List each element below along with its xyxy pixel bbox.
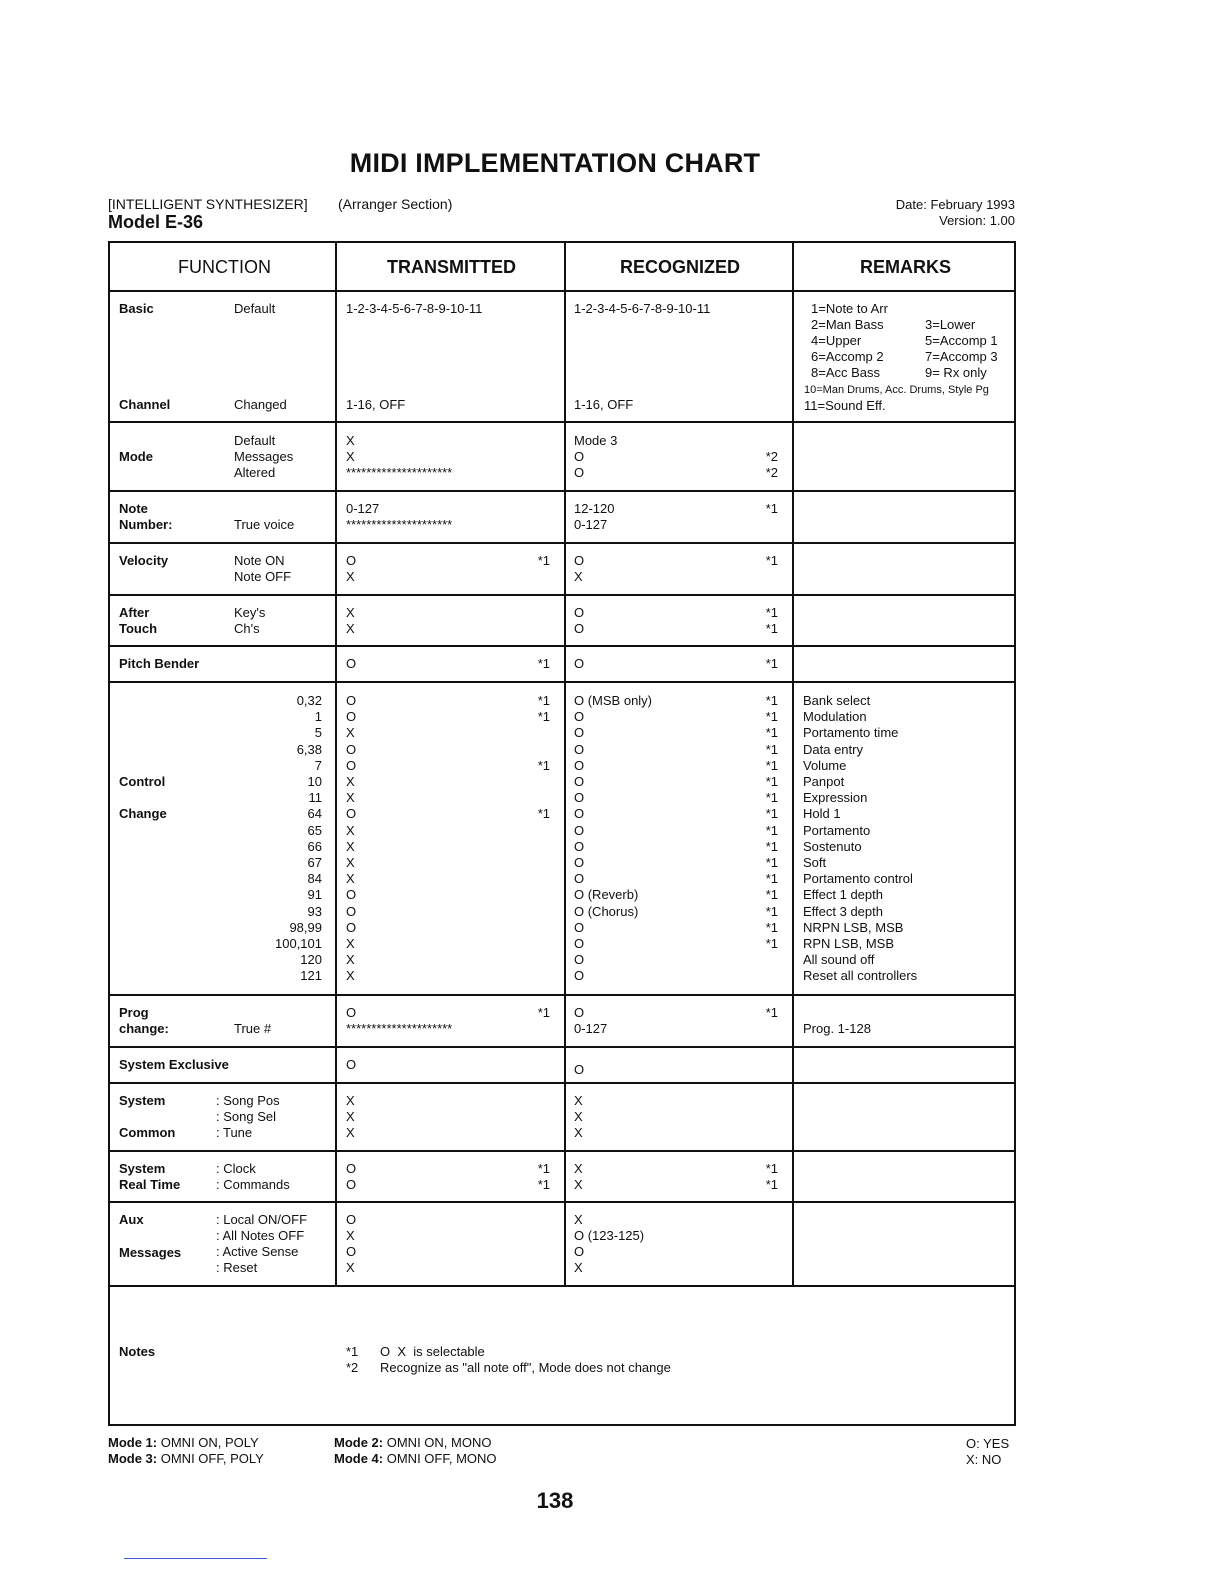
mode-3-label: Mode 3: — [108, 1451, 158, 1466]
rc-aux: O — [574, 1244, 585, 1259]
tx-control: X — [346, 968, 355, 984]
tx-syscommon: X — [346, 1125, 355, 1140]
mode-2-label: Mode 2: — [334, 1435, 384, 1450]
model-name: Model E-36 — [108, 212, 204, 232]
yes-legend: O: YES — [966, 1436, 1010, 1451]
note-mark-1: *1 — [346, 1344, 359, 1359]
basic-remark: 3=Lower — [925, 317, 976, 332]
tx-footnote-mark: *1 — [537, 693, 550, 708]
velocity-sub: Note ON — [234, 553, 285, 568]
mode-4-legend — [334, 1451, 497, 1466]
header-section: (Arranger Section) — [338, 196, 453, 212]
row-divider — [110, 290, 1014, 292]
control-remark: Portamento control — [803, 871, 913, 887]
tx-control: O — [346, 919, 357, 935]
note-text-2: Recognize as "all note off", Mode does not change — [380, 1360, 671, 1375]
tx-aux: X — [346, 1260, 355, 1275]
tx-basic-default: 1-2-3-4-5-6-7-8-9-10-11 — [346, 301, 483, 316]
header-version: Version: 1.00 — [939, 213, 1015, 228]
rc-velocity: O — [574, 553, 585, 568]
rc-footnote-mark: *1 — [765, 1005, 778, 1020]
cc-number: 67 — [307, 855, 322, 870]
syscommon-sub: : Song Sel — [216, 1109, 276, 1124]
rc-pitch: O — [574, 656, 585, 671]
tx-aux: X — [346, 1228, 355, 1243]
prog-label: Prog — [119, 1005, 149, 1020]
channel-label: Channel — [119, 397, 171, 412]
prog-remark: Prog. 1-128 — [803, 1021, 871, 1036]
velocity-label: Velocity — [119, 553, 169, 568]
rc-mode: O — [574, 449, 585, 464]
basic-remark: 9= Rx only — [925, 365, 987, 380]
no-legend: X: NO — [966, 1452, 1002, 1467]
mode-3-legend — [108, 1451, 264, 1466]
aux-sub: : Active Sense — [216, 1244, 299, 1259]
column-divider — [335, 243, 337, 1287]
basic-remark: 5=Accomp 1 — [925, 333, 998, 348]
control-label: Control — [119, 774, 166, 789]
mode-sub: Altered — [234, 465, 276, 480]
basic-remark: 10=Man Drums, Acc. Drums, Style Pg — [804, 384, 989, 396]
tx-aftertouch: X — [346, 605, 355, 620]
change-label: Change — [119, 806, 167, 821]
tx-control: X — [346, 774, 355, 789]
tx-control: O — [346, 757, 357, 773]
row-divider — [110, 994, 1014, 996]
mode-1-legend — [108, 1435, 259, 1450]
tx-footnote-mark: *1 — [537, 1161, 550, 1176]
tx-control: X — [346, 822, 355, 838]
cc-number: 5 — [314, 725, 322, 741]
rc-aux: X — [574, 1212, 583, 1227]
link-underline — [124, 1558, 267, 1559]
control-remark: Reset all controllers — [803, 968, 918, 984]
rc-footnote-mark: *1 — [765, 838, 778, 854]
rc-footnote-mark: *1 — [765, 790, 778, 806]
mode-1-label: Mode 1: — [108, 1435, 158, 1450]
cc-number: 65 — [307, 822, 322, 838]
rc-footnote-mark: *1 — [765, 501, 778, 516]
rc-footnote-mark: *1 — [765, 1177, 778, 1192]
column-divider — [564, 243, 566, 1287]
mode-label: Mode — [119, 449, 153, 464]
cc-number: 6,38 — [296, 741, 322, 757]
tx-control: X — [346, 871, 355, 887]
control-remark: Portamento time — [803, 725, 899, 741]
tx-control: X — [346, 952, 355, 968]
rc-basic-changed: 1-16, OFF — [574, 397, 634, 412]
rc-syscommon: X — [574, 1109, 583, 1124]
rc-footnote-mark: *1 — [765, 656, 778, 671]
rc-footnote-mark: *1 — [765, 621, 778, 636]
tx-control: X — [346, 790, 355, 806]
tx-mode: ********************* — [346, 465, 453, 480]
cc-number: 11 — [308, 790, 322, 806]
mode-sub: Default — [234, 433, 276, 448]
tx-note: ********************* — [346, 517, 453, 532]
note-label: Number: — [119, 517, 173, 532]
basic-remark: 6=Accomp 2 — [811, 349, 884, 364]
system-common-label: System — [119, 1093, 166, 1108]
tx-pitch: O — [346, 656, 357, 671]
rc-footnote-mark: *1 — [765, 774, 778, 789]
rc-syscommon: X — [574, 1093, 583, 1108]
rc-mode: Mode 3 — [574, 433, 618, 448]
basic-remark: 11=Sound Eff. — [804, 398, 886, 413]
remarks-header: REMARKS — [860, 257, 952, 277]
header-category: [INTELLIGENT SYNTHESIZER] — [108, 196, 308, 212]
rc-footnote-mark: *1 — [765, 936, 778, 951]
tx-velocity: O — [346, 553, 357, 568]
rc-control: O — [574, 774, 585, 789]
cc-number: 64 — [307, 806, 322, 822]
cc-number: 120 — [300, 952, 322, 968]
aux-label: Aux — [119, 1212, 144, 1227]
notes-label: Notes — [119, 1344, 156, 1359]
control-remark: All sound off — [803, 952, 875, 968]
aux-sub: : All Notes OFF — [216, 1228, 305, 1243]
tx-aftertouch: X — [346, 621, 355, 636]
cc-number: 91 — [307, 887, 322, 903]
rc-footnote-mark: *1 — [765, 871, 778, 887]
row-divider — [110, 645, 1014, 647]
rc-footnote-mark: *1 — [765, 855, 778, 870]
rc-prog: 0-127 — [574, 1021, 608, 1036]
rc-aftertouch: O — [574, 621, 585, 636]
rc-mode: O — [574, 465, 585, 480]
rc-control: O — [574, 822, 585, 838]
tx-prog: O — [346, 1005, 357, 1020]
syscommon-sub: : Song Pos — [216, 1093, 280, 1108]
rc-footnote-mark: *2 — [765, 449, 778, 464]
header-date: Date: February 1993 — [895, 197, 1015, 212]
rc-sysrt: X — [574, 1161, 583, 1176]
mode-2-text: OMNI ON, MONO — [383, 1435, 492, 1450]
mode-1-text: OMNI ON, POLY — [157, 1435, 259, 1450]
tx-note: 0-127 — [346, 501, 380, 516]
basic-remark: 2=Man Bass — [811, 317, 884, 332]
rc-footnote-mark: *1 — [765, 903, 778, 919]
tx-control: X — [346, 725, 355, 741]
mode-2-legend — [334, 1435, 491, 1450]
rc-footnote-mark: *1 — [765, 919, 778, 935]
control-remark: Volume — [803, 757, 847, 773]
rc-control: O — [574, 871, 585, 887]
rc-footnote-mark: *1 — [765, 553, 778, 568]
tx-sysex: O — [346, 1057, 357, 1072]
aftertouch-sub: Ch's — [234, 621, 260, 636]
tx-control: O — [346, 693, 357, 708]
rc-footnote-mark: *2 — [765, 465, 778, 480]
row-divider — [110, 421, 1014, 423]
rc-footnote-mark: *1 — [765, 693, 778, 708]
rc-footnote-mark: *1 — [765, 741, 778, 757]
tx-control: O — [346, 887, 357, 903]
row-divider — [110, 490, 1014, 492]
rc-control: O — [574, 790, 585, 806]
row-divider — [110, 681, 1014, 683]
aftertouch-label: Touch — [119, 621, 158, 636]
rc-footnote-mark: *1 — [765, 725, 778, 741]
rc-footnote-mark: *1 — [765, 806, 778, 822]
row-divider — [110, 594, 1014, 596]
tx-footnote-mark: *1 — [537, 656, 550, 671]
midi-implementation-table — [108, 241, 1016, 1426]
true-number-label: True # — [234, 1021, 272, 1036]
rc-aftertouch: O — [574, 605, 585, 620]
mode-4-text: OMNI OFF, MONO — [383, 1451, 497, 1466]
aftertouch-label: After — [119, 605, 150, 620]
aftertouch-sub: Key's — [234, 605, 266, 620]
control-remark: Panpot — [803, 774, 845, 789]
sysrt-sub: : Commands — [216, 1177, 290, 1192]
mode-4-label: Mode 4: — [334, 1451, 384, 1466]
tx-sysrt: O — [346, 1177, 357, 1192]
function-header: FUNCTION — [178, 257, 271, 277]
rc-note: 12-120 — [574, 501, 615, 516]
transmitted-header: TRANSMITTED — [387, 257, 516, 277]
control-remark: Bank select — [803, 693, 871, 708]
rc-basic-default: 1-2-3-4-5-6-7-8-9-10-11 — [574, 301, 711, 316]
rc-control: O — [574, 968, 585, 984]
rc-footnote-mark: *1 — [765, 887, 778, 903]
control-remark: Portamento — [803, 822, 871, 838]
rc-aux: O (123-125) — [574, 1228, 645, 1243]
control-remark: Data entry — [803, 741, 863, 757]
rc-control: O — [574, 725, 585, 741]
tx-basic-changed: 1-16, OFF — [346, 397, 406, 412]
cc-number: 121 — [300, 968, 322, 984]
aux-sub: : Reset — [216, 1260, 258, 1275]
row-divider — [110, 542, 1014, 544]
system-rt-label: Real Time — [119, 1177, 181, 1192]
rc-footnote-mark: *1 — [765, 1161, 778, 1176]
basic-remark: 7=Accomp 3 — [925, 349, 998, 364]
tx-aux: O — [346, 1212, 357, 1227]
control-remark: NRPN LSB, MSB — [803, 919, 904, 935]
tx-footnote-mark: *1 — [537, 709, 550, 725]
rc-control: O — [574, 757, 585, 773]
recognized-header: RECOGNIZED — [620, 257, 741, 277]
control-remark: Modulation — [803, 709, 867, 725]
control-remark: Effect 1 depth — [803, 887, 883, 903]
rc-velocity: X — [574, 569, 583, 584]
rc-footnote-mark: *1 — [765, 709, 778, 725]
tx-control: O — [346, 741, 357, 757]
basic-remark: 4=Upper — [811, 333, 862, 348]
rc-syscommon: X — [574, 1125, 583, 1140]
basic-remark: 1=Note to Arr — [811, 301, 888, 316]
true-voice-label: True voice — [234, 517, 295, 532]
default-label: Default — [234, 301, 276, 316]
rc-footnote-mark: *1 — [765, 757, 778, 773]
rc-prog: O — [574, 1005, 585, 1020]
aux-label: Messages — [119, 1245, 182, 1260]
note-label: Note — [119, 501, 148, 516]
rc-sysrt: X — [574, 1177, 583, 1192]
tx-footnote-mark: *1 — [537, 553, 550, 568]
tx-control: O — [346, 903, 357, 919]
row-divider — [110, 1201, 1014, 1203]
cc-number: 66 — [307, 838, 322, 854]
rc-control: O — [574, 741, 585, 757]
rc-control: O — [574, 855, 585, 870]
row-divider — [110, 1150, 1014, 1152]
system-common-label: Common — [119, 1125, 176, 1140]
row-divider — [110, 1046, 1014, 1048]
note-mark-2: *2 — [346, 1360, 359, 1375]
control-remark: RPN LSB, MSB — [803, 936, 895, 951]
tx-control: O — [346, 806, 357, 822]
rc-note: 0-127 — [574, 517, 608, 532]
basic-label: Basic — [119, 301, 154, 316]
tx-control: O — [346, 709, 357, 725]
rc-control: O — [574, 919, 585, 935]
cc-number: 84 — [307, 871, 322, 887]
rc-control: O — [574, 806, 585, 822]
sysrt-sub: : Clock — [216, 1161, 256, 1176]
note-text-1: O X is selectable — [380, 1344, 485, 1359]
tx-syscommon: X — [346, 1109, 355, 1124]
chart-title: MIDI IMPLEMENTATION CHART — [349, 148, 761, 178]
aux-sub: : Local ON/OFF — [216, 1212, 308, 1227]
tx-footnote-mark: *1 — [537, 806, 550, 822]
rc-control: O — [574, 838, 585, 854]
control-remark: Soft — [803, 855, 827, 870]
mode-3-text: OMNI OFF, POLY — [157, 1451, 264, 1466]
control-remark: Effect 3 depth — [803, 903, 883, 919]
rc-control: O (Chorus) — [574, 903, 639, 919]
rc-footnote-mark: *1 — [765, 605, 778, 620]
control-remark: Hold 1 — [803, 806, 841, 822]
control-remark: Expression — [803, 790, 868, 806]
cc-number: 100,101 — [275, 936, 322, 951]
cc-number: 93 — [307, 903, 322, 919]
sysex-label: System Exclusive — [119, 1057, 229, 1072]
rc-control: O — [574, 952, 585, 968]
tx-mode: X — [346, 433, 355, 448]
tx-velocity: X — [346, 569, 355, 584]
pitch-bender-label: Pitch Bender — [119, 656, 200, 671]
cc-number: 1 — [314, 709, 322, 725]
tx-control: X — [346, 936, 355, 951]
cc-number: 7 — [314, 757, 322, 773]
rc-sysex: O — [574, 1062, 585, 1077]
basic-remark: 8=Acc Bass — [811, 365, 881, 380]
page-number: 138 — [536, 1488, 574, 1513]
rc-control: O (MSB only) — [574, 693, 653, 708]
tx-aux: O — [346, 1244, 357, 1259]
tx-footnote-mark: *1 — [537, 757, 550, 773]
tx-footnote-mark: *1 — [537, 1005, 550, 1020]
cc-number: 0,32 — [296, 693, 322, 708]
row-divider — [110, 1285, 1014, 1287]
tx-prog: ********************* — [346, 1021, 453, 1036]
rc-control: O (Reverb) — [574, 887, 639, 903]
syscommon-sub: : Tune — [216, 1125, 253, 1140]
row-divider — [110, 1082, 1014, 1084]
velocity-sub: Note OFF — [234, 569, 292, 584]
rc-footnote-mark: *1 — [765, 822, 778, 838]
tx-mode: X — [346, 449, 355, 464]
prog-label: change: — [119, 1021, 169, 1036]
cc-number: 98,99 — [289, 919, 322, 935]
rc-control: O — [574, 709, 585, 725]
changed-label: Changed — [234, 397, 287, 412]
tx-footnote-mark: *1 — [537, 1177, 550, 1192]
tx-syscommon: X — [346, 1093, 355, 1108]
tx-control: X — [346, 855, 355, 870]
control-remark: Sostenuto — [803, 838, 862, 854]
tx-sysrt: O — [346, 1161, 357, 1176]
system-rt-label: System — [119, 1161, 166, 1176]
rc-control: O — [574, 936, 585, 951]
tx-control: X — [346, 838, 355, 854]
column-divider — [792, 243, 794, 1287]
rc-aux: X — [574, 1260, 583, 1275]
cc-number: 10 — [307, 774, 322, 789]
mode-sub: Messages — [234, 449, 294, 464]
